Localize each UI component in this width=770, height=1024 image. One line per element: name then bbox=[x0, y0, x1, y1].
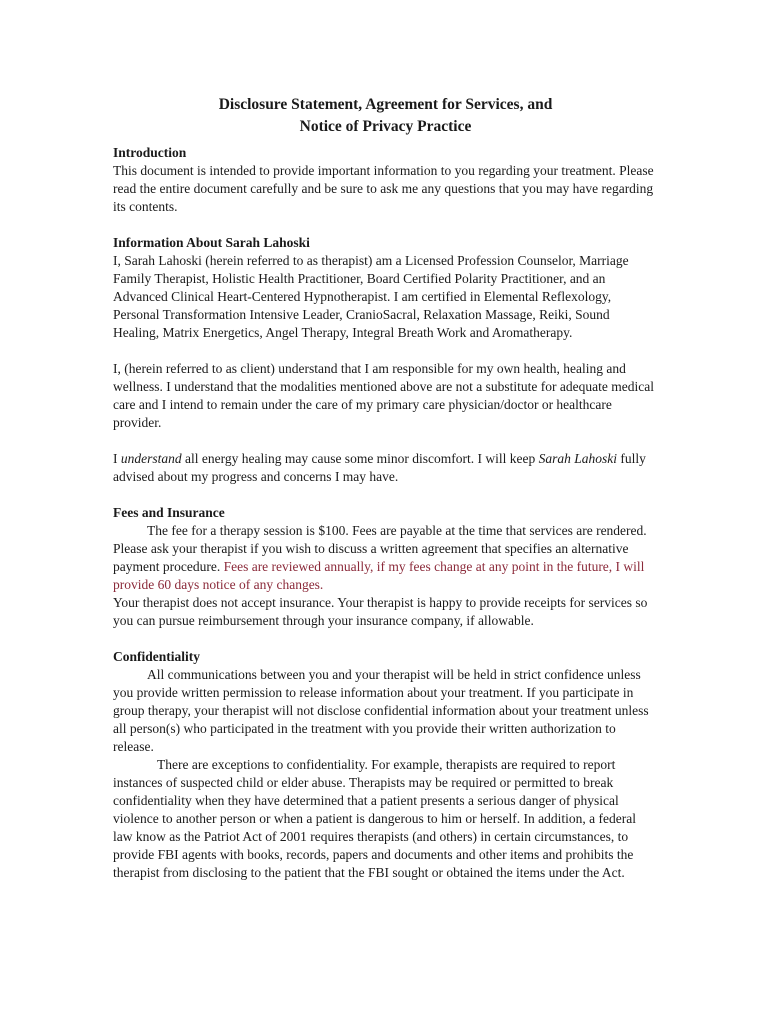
fees-review-notice: Fees are reviewed annually, if my fees change at any point in the future, I will provide 60 days notice of any changes. bbox=[113, 559, 645, 592]
document-title bbox=[113, 94, 658, 138]
energy-healing-text bbox=[113, 450, 658, 486]
confidentiality-paragraph-2: There are exceptions to confidentiality. For example, therapists are required to report instances of suspected child or elder abuse. Therapists may be required or permitted to break confidentiality when they have determined that a patient presents a serious danger of physical violence to another person or when a patient is dangerous to him or herself. In addition, a federal law know as the Patriot Act of 2001 requires therapists (and others) in certain circumstances, to provide FBI agents with books, records, papers and documents and other items and prohibits the therapist from disclosing to the patient that the FBI sought or obtained the items under the Act. bbox=[113, 757, 636, 880]
confidentiality-heading: Confidentiality bbox=[113, 649, 201, 664]
client-responsibility-text: I, (herein referred to as client) understand that I am responsible for my own health, healing and wellness. I understand that the modalities mentioned above are not a substitute for adequate medical care and I intend to remain under the care of my primary care physician/doctor or healthcare provider. bbox=[113, 361, 654, 430]
therapist-name-emphasis: Sarah Lahoski bbox=[538, 451, 618, 466]
fees-text bbox=[113, 522, 658, 594]
fees-heading: Fees and Insurance bbox=[113, 505, 225, 520]
understand-emphasis: understand bbox=[120, 451, 182, 466]
introduction-text: This document is intended to provide important information to you regarding your treatment. Please read the entire document carefully and be sure to ask me any questions that you may have regarding its contents. bbox=[113, 163, 654, 214]
about-text: I, Sarah Lahoski (herein referred to as therapist) am a Licensed Profession Counselor, Marriage Family Therapist, Holistic Health Practitioner, Board Certified Polarity Practitioner, and an Advanced Clinical Heart-Centered Hypnotherapist. I am certified in Elemental Reflexology, Personal Transformation Intensive Leader, CranioSacral, Relaxation Massage, Reiki, Sound Healing, Matrix Energetics, Angel Therapy, Integral Breath Work and Aromatherapy. bbox=[113, 253, 629, 340]
confidentiality-paragraph-1: All communications between you and your therapist will be held in strict confidence unless you provide written permission to release information about your treatment. If you participate in group therapy, your therapist will not disclose confidential information about your treatment unless all person(s) who participated in the treatment with you provide their written authorization to release. bbox=[113, 667, 649, 754]
document-body bbox=[113, 94, 658, 882]
understand-pre: I bbox=[113, 451, 121, 466]
understand-mid: all energy healing may cause some minor discomfort. I will keep bbox=[181, 451, 539, 466]
title-line-2: Notice of Privacy Practice bbox=[299, 118, 472, 135]
insurance-text: Your therapist does not accept insurance. Your therapist is happy to provide receipts for services so you can pursue reimbursement through your insurance company, if allowable. bbox=[113, 595, 648, 628]
title-line-1: Disclosure Statement, Agreement for Services, and bbox=[218, 96, 553, 113]
about-heading: Information About Sarah Lahoski bbox=[113, 235, 310, 250]
understand-post: fully advised about my progress and concerns I may have. bbox=[113, 451, 646, 484]
fees-main-text: The fee for a therapy session is $100. Fees are payable at the time that services are rendered. Please ask your therapist if you wish to discuss a written agreement that specifies an alternative payment procedure. bbox=[113, 523, 647, 574]
introduction-heading: Introduction bbox=[113, 145, 187, 160]
